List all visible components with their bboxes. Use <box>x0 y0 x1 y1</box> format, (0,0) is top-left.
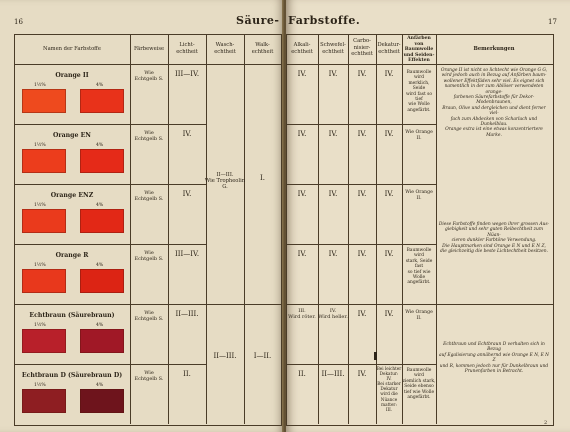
dye-name-0: Orange II <box>55 72 89 79</box>
sulfur-1: IV. <box>328 130 338 138</box>
page-number-right: 17 <box>548 18 557 26</box>
header-sulfur: Schwefel- echtheit <box>320 42 346 55</box>
effects-3: Baumwolle wird stark, Seide fast so tief wie Wolle angefärbt. <box>405 248 433 286</box>
color-swatch-dark-0 <box>80 89 124 113</box>
carbonizing-4: IV. <box>357 310 367 318</box>
wash-group-bottom: II—III. <box>213 352 237 360</box>
color-swatch-dark-5 <box>80 389 124 413</box>
header-alkali: Alkali- echtheit <box>291 42 313 55</box>
heading-right: Farbstoffe. <box>288 14 361 27</box>
dye-name-1: Orange EN <box>53 132 91 139</box>
effects-5: Baumwolle wird ziemlich stark, Seide ebenso tief wie Wolle angefärbt. <box>402 368 436 401</box>
right-page <box>286 0 570 432</box>
header-wash: Wasch- echtheit <box>214 42 236 55</box>
concentration-a-5: 1½% <box>34 383 46 388</box>
header-dyeing: Färbeweise <box>133 46 165 52</box>
decatizing-5: Bei leichter Dekatur: IV. Bei starker Dekatur wird die Nüance matter: III. <box>376 366 402 412</box>
decatizing-0: IV. <box>384 70 394 78</box>
signature-mark: 2 <box>544 420 548 426</box>
dyeing-5: Wie Echtgelb S. <box>134 370 164 382</box>
dyeing-3: Wie Echtgelb S. <box>134 250 164 262</box>
concentration-a-4: 1½% <box>34 323 46 328</box>
effects-4: Wie Orange II. <box>405 310 433 321</box>
page-number-left: 16 <box>14 18 23 26</box>
header-name: Namen der Farbstoffe <box>43 46 101 52</box>
heading-left: Säure- <box>236 14 280 27</box>
carbonizing-5: IV. <box>357 370 367 378</box>
dye-name-3: Orange R <box>55 252 89 259</box>
light-1: IV. <box>182 130 192 138</box>
alkali-0: IV. <box>297 70 307 78</box>
milling-group-top: I. <box>260 174 265 182</box>
concentration-a-0: 1½% <box>34 83 46 88</box>
sulfur-0: IV. <box>328 70 338 78</box>
header-decatizing: Dekatur- echtheit <box>377 42 401 55</box>
color-swatch-light-3 <box>22 269 66 293</box>
decatizing-3: IV. <box>384 250 394 258</box>
header-light: Licht- echtheit <box>176 42 198 55</box>
concentration-b-0: 4% <box>96 83 104 88</box>
concentration-a-1: 1½% <box>34 143 46 148</box>
color-swatch-light-1 <box>22 149 66 173</box>
dyeing-2: Wie Echtgelb S. <box>134 190 164 202</box>
margin-mark <box>374 352 377 360</box>
sulfur-4: IV. Wird heller. <box>318 308 348 320</box>
color-swatch-light-5 <box>22 389 66 413</box>
remark-echtbraun: Echtbraun und Echtbraun D verhalten sich in Bezug auf Egalisierung annähernd wie Orange E N, E N Z und R, kommen jedoch nur für Dunkelbraun und Prunenfarben in Betracht. <box>438 342 550 375</box>
alkali-5: II. <box>298 370 306 378</box>
effects-1: Wie Orange II. <box>405 130 433 141</box>
color-swatch-dark-4 <box>80 329 124 353</box>
sulfur-2: IV. <box>328 190 338 198</box>
header-carbonizing: Carbo- nisier- echtheit <box>351 38 373 57</box>
decatizing-4: IV. <box>384 310 394 318</box>
carbonizing-1: IV. <box>357 130 367 138</box>
carbonizing-3: IV. <box>357 250 367 258</box>
concentration-a-3: 1½% <box>34 263 46 268</box>
light-0: III—IV. <box>174 70 200 78</box>
left-page <box>0 0 284 432</box>
dyeing-0: Wie Echtgelb S. <box>134 70 164 82</box>
alkali-2: IV. <box>297 190 307 198</box>
color-swatch-dark-1 <box>80 149 124 173</box>
dyeing-1: Wie Echtgelb S. <box>134 130 164 142</box>
concentration-b-3: 4% <box>96 263 104 268</box>
header-remarks: Bemerkungen <box>473 46 515 52</box>
color-swatch-light-0 <box>22 89 66 113</box>
concentration-b-1: 4% <box>96 143 104 148</box>
light-3: III—IV. <box>174 250 200 258</box>
light-4: II—III. <box>175 310 199 318</box>
wash-group-top: II—III. Wie Tropheolin G. <box>204 172 246 190</box>
alkali-3: IV. <box>297 250 307 258</box>
concentration-a-2: 1½% <box>34 203 46 208</box>
carbonizing-0: IV. <box>357 70 367 78</box>
concentration-b-2: 4% <box>96 203 104 208</box>
decatizing-2: IV. <box>384 190 394 198</box>
light-5: II. <box>183 370 191 378</box>
alkali-4: III. Wird röter. <box>288 308 316 320</box>
concentration-b-4: 4% <box>96 323 104 328</box>
sulfur-5: II—III. <box>321 370 345 378</box>
light-2: IV. <box>182 190 192 198</box>
color-swatch-light-4 <box>22 329 66 353</box>
effects-2: Wie Orange II. <box>405 190 433 201</box>
color-swatch-light-2 <box>22 209 66 233</box>
remark-orange-group: Diese Farbstoffe finden wegen ihrer grossen Aus- giebigkeit und sehr guten Reibechtheit zum Nüan- cieren dunkler Farbtöne Verwendung. Die Hauptmarken sind Orange E N und E N Z, die gleichzeitig die beste Lichtechtheit besitzen. <box>438 222 550 255</box>
color-swatch-dark-2 <box>80 209 124 233</box>
dyeing-4: Wie Echtgelb S. <box>134 310 164 322</box>
milling-group-bottom: I—II. <box>253 352 272 360</box>
sulfur-3: IV. <box>328 250 338 258</box>
dye-name-4: Echtbraun (Säurebraun) <box>29 312 115 319</box>
effects-0: Baumwolle wird merklich, Seide wird fast so tief wie Wolle angefärbt. <box>405 70 433 113</box>
dye-name-2: Orange ENZ <box>50 192 94 199</box>
dye-name-5: Echtbraun D (Säurebraun D) <box>21 372 123 379</box>
header-milling: Walk- echtheit <box>251 42 274 55</box>
alkali-1: IV. <box>297 130 307 138</box>
remark-orange-ii: Orange II ist nicht so lichtecht wie Orange G G, wird jedoch auch in Bezug auf Anfärben baum- wollener Effektfäden sehr viel. Es eignet sich namentlich in der zum Ablöser verwendeten orange- farbenen Säurefarbstoffe für Dekor-Modenbraunen, Braun, Olive und dergleichen und dient ferner viel- fach zum Abdecken von Scharlach und Dunkelblau. Orange extra ist eine etwas konzentriertere Marke. <box>440 68 548 138</box>
color-swatch-dark-3 <box>80 269 124 293</box>
concentration-b-5: 4% <box>96 383 104 388</box>
carbonizing-2: IV. <box>357 190 367 198</box>
decatizing-1: IV. <box>384 130 394 138</box>
header-effects: Anfärben von Baumwolle und Seiden- Effekten <box>403 36 435 64</box>
